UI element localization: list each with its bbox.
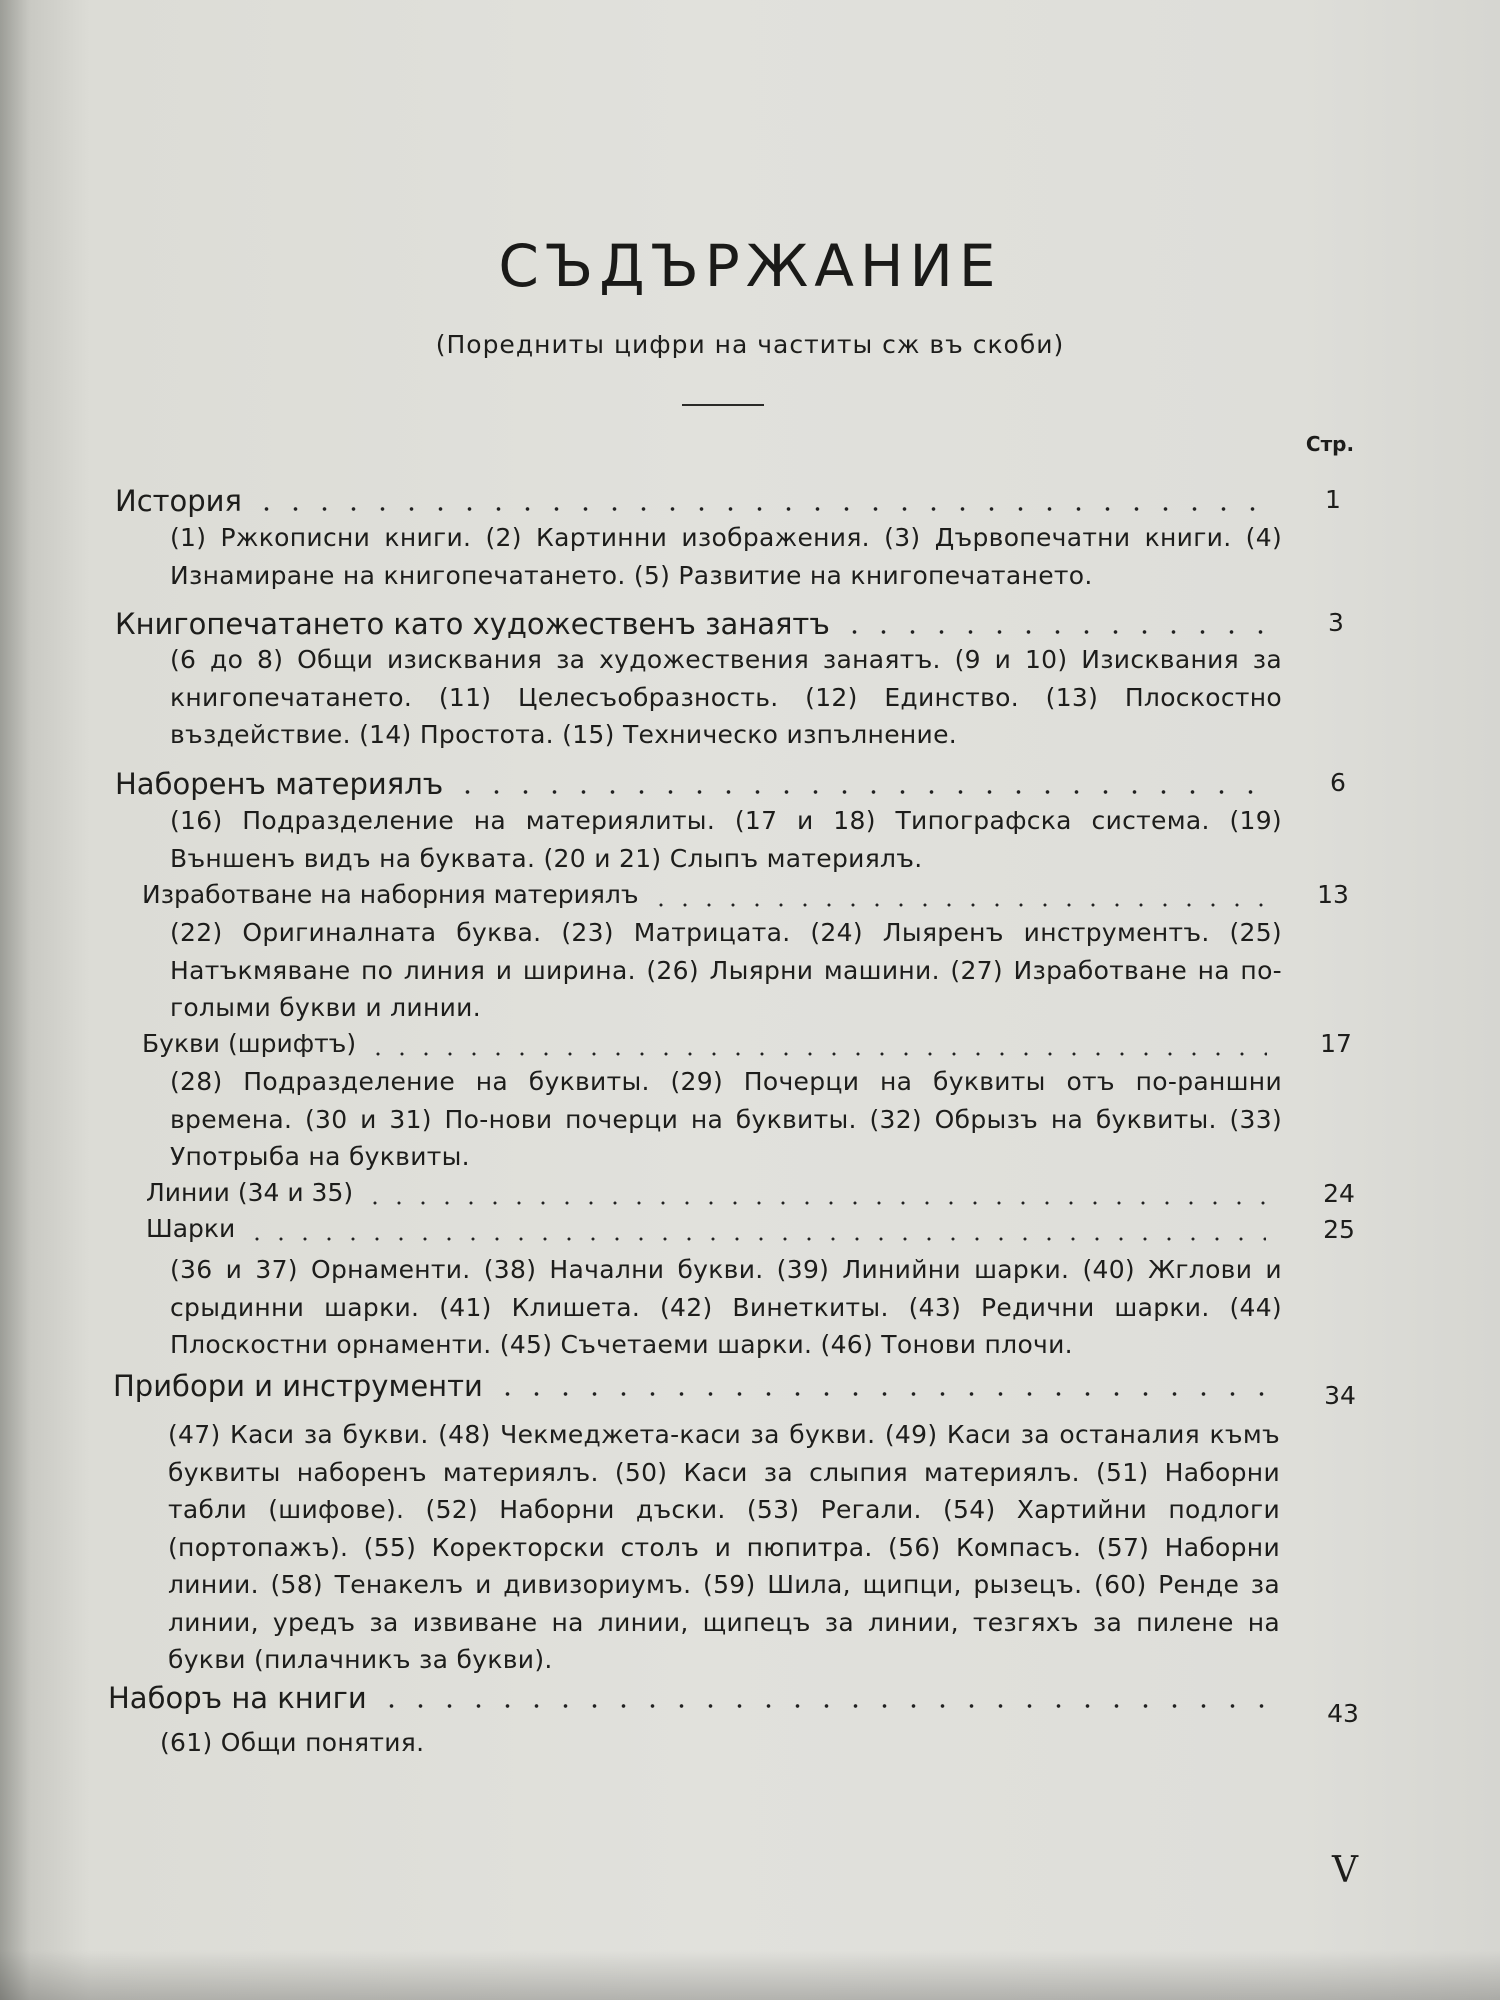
toc-entry-description: (22) Оригиналната буква. (23) Матрицата. (24) Лыяренъ инструментъ. (25) Натъкмяване по линия и ширина. (26) Лыярни машини. (27) Изработване на по-голыми букви и линии.	[170, 918, 1282, 1022]
toc-entry-page: 6	[1330, 768, 1346, 797]
toc-entry-page: 34	[1324, 1381, 1356, 1410]
toc-entry-title: Изработване на наборния материялъ	[142, 880, 639, 909]
toc-entry	[115, 607, 1275, 643]
toc-entry-description: (1) Ржкописни книги. (2) Картинни изображения. (3) Дървопечатни книги. (4) Изнамиране на книгопечатането. (5) Развитие на книгопечатането.	[170, 523, 1282, 590]
page-subtitle: (Поредниты цифри на частиты сж въ скоби)	[435, 330, 1065, 359]
dot-leader	[363, 1200, 1266, 1206]
dot-leader	[366, 1051, 1267, 1057]
toc-entry-page: 17	[1320, 1029, 1352, 1058]
title-divider	[682, 404, 764, 406]
toc-entry-page: 3	[1328, 608, 1344, 637]
toc-subentry	[146, 1178, 1276, 1214]
toc-subentry	[146, 1214, 1276, 1250]
toc-entry-title: Наборенъ материялъ	[115, 767, 444, 801]
toc-entry-description: (47) Каси за букви. (48) Чекмеджета-каси за букви. (49) Каси за останалия къмъ буквиты наборенъ материялъ. (50) Каси за слыпия материялъ. (51) Наборни табли (шифове). (52) Наборни дъски. (53) Регали. (54) Хартийни подлоги (портопажъ). (55) Коректорски столъ и пюпитра. (56) Компасъ. (57) Наборни линии. (58) Тенакелъ и дивизориумъ. (59) Шила, щипци, рызецъ. (60) Ренде за линии, уредъ за извиване на линии, щипецъ за линии, тезгяхъ за пилене на букви (пилачникъ за букви).	[168, 1420, 1280, 1674]
toc-subentry	[142, 880, 1277, 916]
dot-leader	[493, 1391, 1265, 1397]
toc-entry-description: (61) Общи понятия.	[160, 1728, 425, 1757]
toc-entry	[108, 1681, 1276, 1717]
toc-entry-title: Букви (шрифтъ)	[142, 1029, 357, 1058]
page-folio: V	[1332, 1850, 1358, 1891]
toc-entry-title: История	[115, 484, 242, 518]
toc-entry-description: (36 и 37) Орнаменти. (38) Начални букви. (39) Линийни шарки. (40) Жглови и срыдинни шарки. (41) Клишета. (42) Винеткиты. (43) Редични шарки. (44) Плоскостни орнаменти. (45) Съчетаеми шарки. (46) Тонови плочи.	[170, 1255, 1282, 1359]
dot-leader	[453, 789, 1265, 795]
dot-leader	[649, 902, 1267, 908]
toc-entry	[113, 1369, 1275, 1405]
dot-leader	[252, 506, 1265, 512]
toc-entry	[115, 484, 1275, 520]
toc-entry-page: 25	[1323, 1215, 1355, 1244]
toc-entry-description: (28) Подразделение на буквиты. (29) Почерци на буквиты отъ по-раншни времена. (30 и 31) По-нови почерци на буквиты. (32) Обрызъ на буквиты. (33) Употрыба на буквиты.	[170, 1067, 1282, 1171]
page-title: СЪДЪРЖАНИЕ	[498, 232, 1002, 300]
toc-entry-title: Линии (34 и 35)	[146, 1178, 354, 1207]
toc-entry-description: (6 до 8) Общи изисквания за художествения занаятъ. (9 и 10) Изисквания за книгопечатането. (11) Целесъобразность. (12) Единство. (13) Плоскостно въздействие. (14) Простота. (15) Техническо изпълнение.	[170, 645, 1282, 749]
toc-entry-title: Шарки	[146, 1214, 236, 1243]
dot-leader	[245, 1236, 1266, 1242]
toc-entry-page: 43	[1327, 1699, 1359, 1728]
toc-entry-title: Книгопечатането като художественъ занаятъ	[115, 607, 830, 641]
toc-entry-page: 24	[1323, 1179, 1355, 1208]
toc-entry-page: 1	[1325, 485, 1341, 514]
toc-entry-page: 13	[1317, 880, 1349, 909]
dot-leader	[840, 629, 1265, 635]
toc-entry	[115, 767, 1275, 803]
page-column-header: Стр.	[1305, 432, 1355, 456]
dot-leader	[377, 1703, 1266, 1709]
toc-entry-description: (16) Подразделение на материялиты. (17 и 18) Типографска система. (19) Външенъ видъ на буквата. (20 и 21) Слыпъ материялъ.	[170, 806, 1282, 873]
toc-entry-title: Наборъ на книги	[108, 1681, 367, 1715]
toc-entry-title: Прибори и инструменти	[113, 1369, 483, 1403]
toc-subentry	[142, 1029, 1277, 1065]
